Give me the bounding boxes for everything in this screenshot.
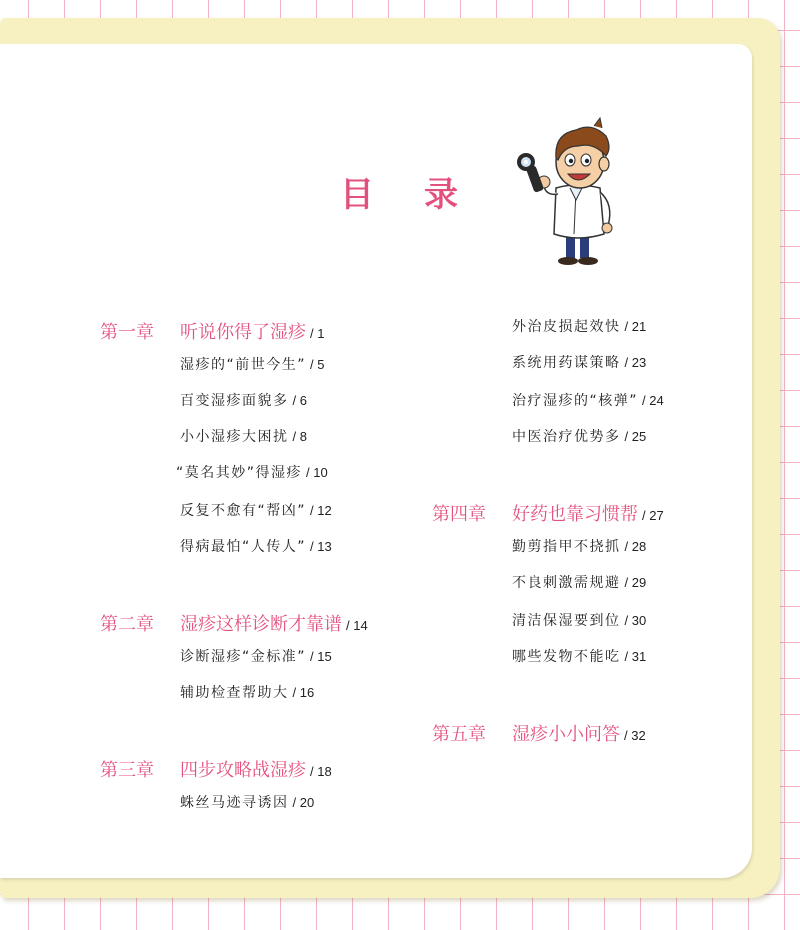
section-title: 蛛丝马迹寻诱因 [180,795,289,811]
title-char-1: 目 [340,174,376,215]
section-title: 系统用药谋策略 [512,355,621,371]
page-number: / 29 [624,575,647,590]
section-title: 百变湿疹面貌多 [180,393,289,409]
section-title: 反复不愈有“帮凶” [180,503,307,519]
page-number: / 27 [642,508,664,523]
page-number: / 30 [624,613,647,628]
section-title: 清洁保湿要到位 [512,613,621,629]
chapter-5-entry[interactable] [432,720,646,746]
page-number: / 25 [624,429,647,444]
page-number: / 23 [624,355,647,370]
section-entry[interactable] [176,462,328,482]
page-number: / 21 [624,319,647,334]
section-entry[interactable] [512,610,646,630]
section-title: 哪些发物不能吃 [512,649,621,665]
chapter-title: 湿疹小小问答 [512,724,620,745]
page-number: / 13 [310,539,332,554]
section-entry[interactable] [512,536,646,556]
page-number: / 10 [306,465,328,480]
page-number: / 8 [292,429,307,444]
chapter-1-entry[interactable] [100,318,324,344]
section-entry[interactable] [180,426,307,446]
chapter-4-entry[interactable] [432,500,664,526]
chapter-number: 第五章 [432,724,486,745]
section-title: 外治皮损起效快 [512,319,621,335]
section-entry[interactable] [180,354,324,374]
chapter-3-entry[interactable] [100,756,332,782]
title-char-2: 录 [424,174,460,215]
page-number: / 1 [310,326,325,341]
chapter-title: 好药也靠习惯帮 [512,504,638,525]
section-title: “莫名其妙”得湿疹 [176,465,303,481]
chapter-title: 听说你得了湿疹 [180,322,306,343]
section-entry[interactable] [512,352,646,372]
section-entry[interactable] [180,390,307,410]
page-number: / 16 [292,685,315,700]
section-title: 不良刺激需规避 [512,575,621,591]
doctor-mascot-illustration [508,112,628,272]
section-title: 诊断湿疹“金标准” [180,649,307,665]
section-entry[interactable] [180,646,332,666]
section-entry[interactable] [180,536,332,556]
chapter-number: 第四章 [432,504,486,525]
chapter-number: 第三章 [100,760,154,781]
section-entry[interactable] [512,390,664,410]
chapter-number: 第一章 [100,322,154,343]
section-title: 中医治疗优势多 [512,429,621,445]
chapter-number: 第二章 [100,614,154,635]
page-number: / 6 [292,393,307,408]
section-entry[interactable] [512,646,646,666]
section-title: 湿疹的“前世今生” [180,357,307,373]
page-number: / 28 [624,539,647,554]
page-number: / 5 [310,357,325,372]
page-title [340,166,460,216]
page-number: / 15 [310,649,332,664]
section-entry[interactable] [512,572,646,592]
page-number: / 24 [642,393,664,408]
chapter-title: 湿疹这样诊断才靠谱 [180,614,342,635]
section-entry[interactable] [180,682,314,702]
section-entry[interactable] [180,792,314,812]
page-number: / 32 [624,728,646,743]
page-number: / 31 [624,649,647,664]
section-title: 辅助检查帮助大 [180,685,289,701]
section-title: 小小湿疹大困扰 [180,429,289,445]
section-entry[interactable] [180,500,332,520]
section-entry[interactable] [512,426,646,446]
section-title: 勤剪指甲不挠抓 [512,539,621,555]
page-number: / 18 [310,764,332,779]
page-number: / 20 [292,795,315,810]
chapter-2-entry[interactable] [100,610,368,636]
section-title: 治疗湿疹的“核弹” [512,393,639,409]
page-number: / 12 [310,503,332,518]
section-entry[interactable] [512,316,646,336]
section-title: 得病最怕“人传人” [180,539,307,555]
chapter-title: 四步攻略战湿疹 [180,760,306,781]
page-number: / 14 [346,618,368,633]
